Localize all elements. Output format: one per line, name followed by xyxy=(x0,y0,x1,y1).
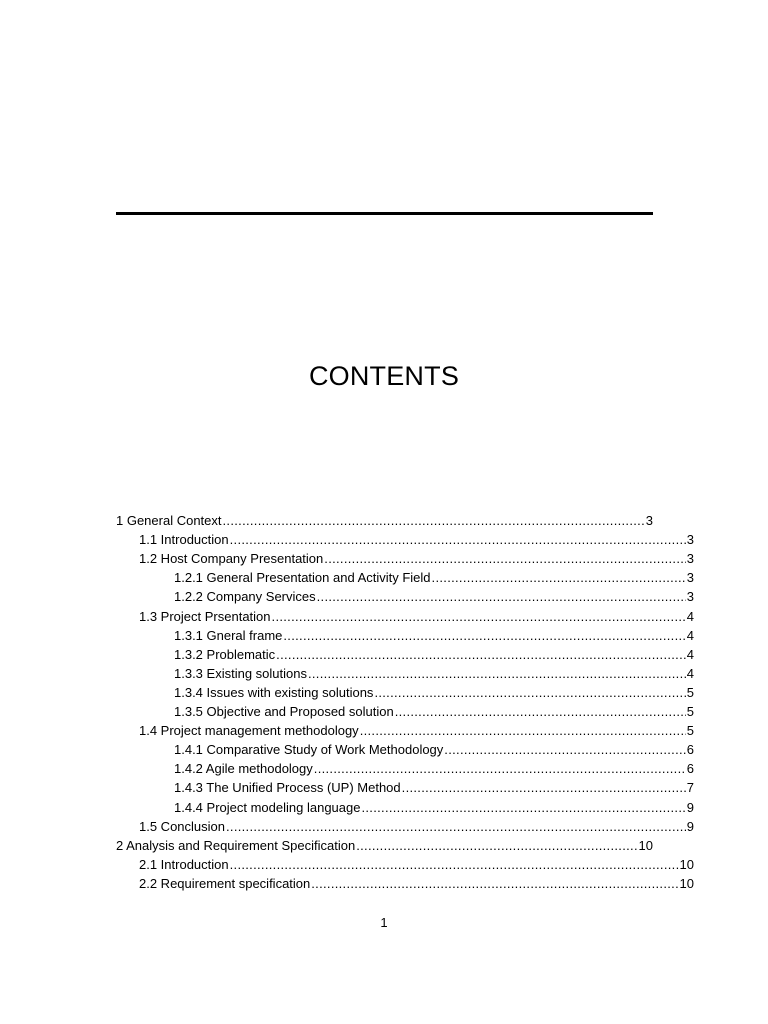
toc-entry[interactable] xyxy=(174,798,694,817)
toc-dot-leader xyxy=(230,855,679,874)
toc-entry-page: 5 xyxy=(686,685,694,700)
toc-entry-page: 5 xyxy=(686,723,694,738)
toc-entry[interactable] xyxy=(174,568,694,587)
toc-entry[interactable] xyxy=(139,607,694,626)
toc-entry-title: 1.3.4 Issues with existing solutions xyxy=(174,685,374,700)
header-rule xyxy=(116,212,653,215)
toc-dot-leader xyxy=(314,759,686,778)
toc-entry-title: 1.4.1 Comparative Study of Work Methodology xyxy=(174,742,444,757)
toc-entry[interactable] xyxy=(174,626,694,645)
toc-entry[interactable] xyxy=(139,549,694,568)
toc-entry-title: 1.4 Project management methodology xyxy=(139,723,359,738)
toc-entry-page: 10 xyxy=(638,838,653,853)
toc-entry-page: 4 xyxy=(686,609,694,624)
toc-entry-title: 1.3 Project Prsentation xyxy=(139,609,271,624)
toc-entry-title: 1.2.1 General Presentation and Activity Field xyxy=(174,570,431,585)
toc-entry[interactable] xyxy=(174,778,694,797)
toc-entry-page: 10 xyxy=(679,857,694,872)
toc-entry-title: 1.3.2 Problematic xyxy=(174,647,276,662)
toc-dot-leader xyxy=(402,778,686,797)
toc-dot-leader xyxy=(272,607,686,626)
toc-entry-title: 1 General Context xyxy=(116,513,222,528)
toc-entry-page: 9 xyxy=(686,819,694,834)
page-number: 1 xyxy=(380,915,388,930)
toc-entry[interactable] xyxy=(174,683,694,702)
toc-entry-page: 3 xyxy=(686,589,694,604)
toc-entry[interactable] xyxy=(139,855,694,874)
toc-entry-title: 2.1 Introduction xyxy=(139,857,229,872)
toc-entry[interactable] xyxy=(174,664,694,683)
toc-dot-leader xyxy=(356,836,637,855)
toc-entry-page: 4 xyxy=(686,628,694,643)
toc-dot-leader xyxy=(283,626,685,645)
toc-entry-page: 3 xyxy=(686,532,694,547)
toc-entry-title: 1.4.3 The Unified Process (UP) Method xyxy=(174,780,401,795)
toc-entry[interactable] xyxy=(139,721,694,740)
toc-dot-leader xyxy=(311,874,678,893)
toc-entry-title: 1.5 Conclusion xyxy=(139,819,225,834)
toc-dot-leader xyxy=(374,683,685,702)
toc-dot-leader xyxy=(226,817,686,836)
toc-entry[interactable] xyxy=(116,836,653,855)
toc-entry[interactable] xyxy=(116,511,653,530)
toc-entry-page: 3 xyxy=(686,570,694,585)
toc-entry-title: 1.2 Host Company Presentation xyxy=(139,551,324,566)
toc-entry[interactable] xyxy=(139,874,694,893)
toc-entry[interactable] xyxy=(174,702,694,721)
toc-entry[interactable] xyxy=(174,740,694,759)
toc-entry-title: 2.2 Requirement specification xyxy=(139,876,311,891)
toc-entry[interactable] xyxy=(174,645,694,664)
toc-dot-leader xyxy=(223,511,645,530)
toc-entry[interactable] xyxy=(139,817,694,836)
toc-dot-leader xyxy=(395,702,686,721)
toc-entry-title: 1.3.3 Existing solutions xyxy=(174,666,307,681)
toc-entry-page: 3 xyxy=(686,551,694,566)
toc-dot-leader xyxy=(360,721,686,740)
toc-entry-page: 7 xyxy=(686,780,694,795)
toc-entry[interactable] xyxy=(174,587,694,606)
toc-entry-page: 6 xyxy=(686,742,694,757)
toc-entry-title: 1.4.2 Agile methodology xyxy=(174,761,313,776)
toc-entry-page: 5 xyxy=(686,704,694,719)
toc-dot-leader xyxy=(230,530,686,549)
toc-dot-leader xyxy=(444,740,685,759)
toc-dot-leader xyxy=(432,568,686,587)
toc-entry[interactable] xyxy=(174,759,694,778)
toc-dot-leader xyxy=(317,587,686,606)
toc-entry-page: 10 xyxy=(679,876,694,891)
toc-entry-page: 4 xyxy=(686,647,694,662)
toc-entry-page: 9 xyxy=(686,800,694,815)
toc-entry-title: 1.2.2 Company Services xyxy=(174,589,316,604)
toc-dot-leader xyxy=(361,798,685,817)
toc-entry-page: 6 xyxy=(686,761,694,776)
toc-dot-leader xyxy=(324,549,685,568)
toc-entry[interactable] xyxy=(139,530,694,549)
toc-entry-title: 1.4.4 Project modeling language xyxy=(174,800,361,815)
toc-dot-leader xyxy=(276,645,686,664)
toc-entry-page: 3 xyxy=(645,513,653,528)
toc-entry-title: 1.3.1 Gneral frame xyxy=(174,628,283,643)
page-title: CONTENTS xyxy=(308,361,460,391)
toc-dot-leader xyxy=(308,664,686,683)
toc-entry-title: 1.3.5 Objective and Proposed solution xyxy=(174,704,394,719)
toc-entry-title: 1.1 Introduction xyxy=(139,532,229,547)
toc-entry-page: 4 xyxy=(686,666,694,681)
toc-entry-title: 2 Analysis and Requirement Specification xyxy=(116,838,356,853)
